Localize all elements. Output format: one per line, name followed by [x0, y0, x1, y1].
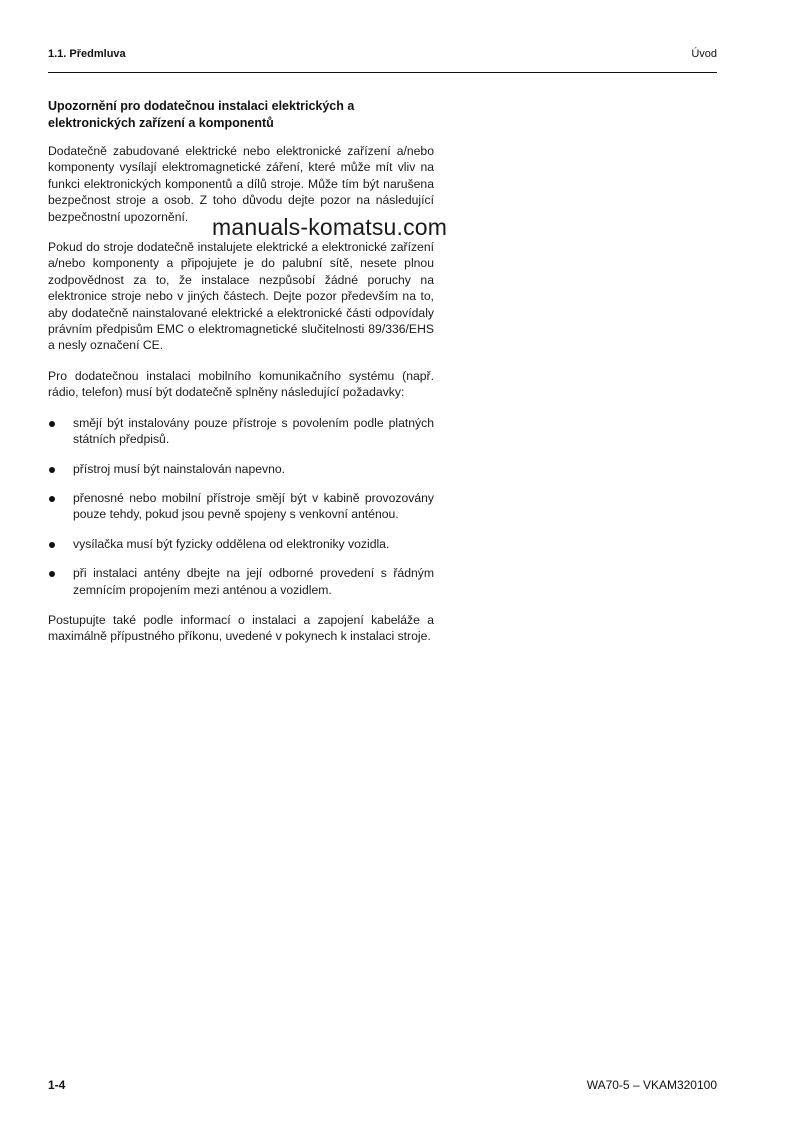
list-item-text: při instalaci antény dbejte na její odborné provedení s řádným zemnícím propojením mezi anténou a vozidlem.	[73, 566, 434, 597]
list-item-text: vysílačka musí být fyzicky oddělena od elektroniky vozidla.	[73, 536, 390, 551]
list-item	[48, 536, 434, 552]
paragraph-responsibility: Pokud do stroje dodatečně instalujete elektrické a elektronické zařízení a/nebo komponenty a připojujete je do palubní sítě, nesete plnou zodpovědnost za to, že instalace nezpůsobí žádné poruchy na elektronice stroje nebo v jiných částech. Dejte pozor především na to, aby dodatečně nainstalované elektrické a elektronické části odpovídaly právním předpisům EMC o elektromagnetické slučitelnosti 89/336/EHS a nesly označení CE.	[48, 240, 434, 353]
main-content	[48, 98, 434, 659]
list-item	[48, 490, 434, 523]
footer-model-code: WA70-5 – VKAM320100	[586, 1078, 717, 1092]
requirements-list	[48, 415, 434, 598]
paragraph-closing: Postupujte také podle informací o instalaci a zapojení kabeláže a maximálně přípustného příkonu, uvedené v pokynech k instalaci stroje.	[48, 612, 434, 644]
header-chapter-title: Úvod	[691, 48, 717, 60]
list-item-text: přístroj musí být nainstalován napevno.	[73, 461, 286, 476]
list-item	[48, 461, 434, 477]
bullet-dot-icon	[49, 467, 55, 473]
header-section-title: 1.1. Předmluva	[48, 48, 126, 60]
footer-page-number: 1-4	[48, 1078, 66, 1092]
list-item	[48, 565, 434, 598]
bullet-dot-icon	[49, 421, 55, 427]
paragraph-requirements: Pro dodatečnou instalaci mobilního komunikačního systému (např. rádio, telefon) musí být dodatečně splněny následující požadavky:	[48, 368, 434, 400]
list-item-text: přenosné nebo mobilní přístroje smějí být v kabině provozovány pouze tehdy, pokud jsou pevně spojeny s venkovní anténou.	[73, 490, 434, 522]
section-heading: Upozornění pro dodatečnou instalaci elektrických a elektronických zařízení a komponentů	[48, 99, 355, 130]
header-divider	[48, 72, 717, 73]
list-item	[48, 415, 434, 448]
bullet-dot-icon	[49, 542, 55, 548]
paragraph-intro: Dodatečně zabudované elektrické nebo elektronické zařízení a/nebo komponenty vysílají elektromagnetické záření, které může mít vliv na funkci elektronických komponentů a dílů stroje. Může tím být narušena bezpečnost stroje a osob. Z toho důvodu dejte pozor na následující bezpečnostní upozornění.	[48, 144, 434, 224]
bullet-dot-icon	[49, 496, 55, 502]
bullet-dot-icon	[49, 571, 55, 577]
list-item-text: smějí být instalovány pouze přístroje s povolením podle platných státních předpisů.	[73, 415, 434, 447]
watermark-text: manuals-komatsu.com	[212, 214, 448, 240]
